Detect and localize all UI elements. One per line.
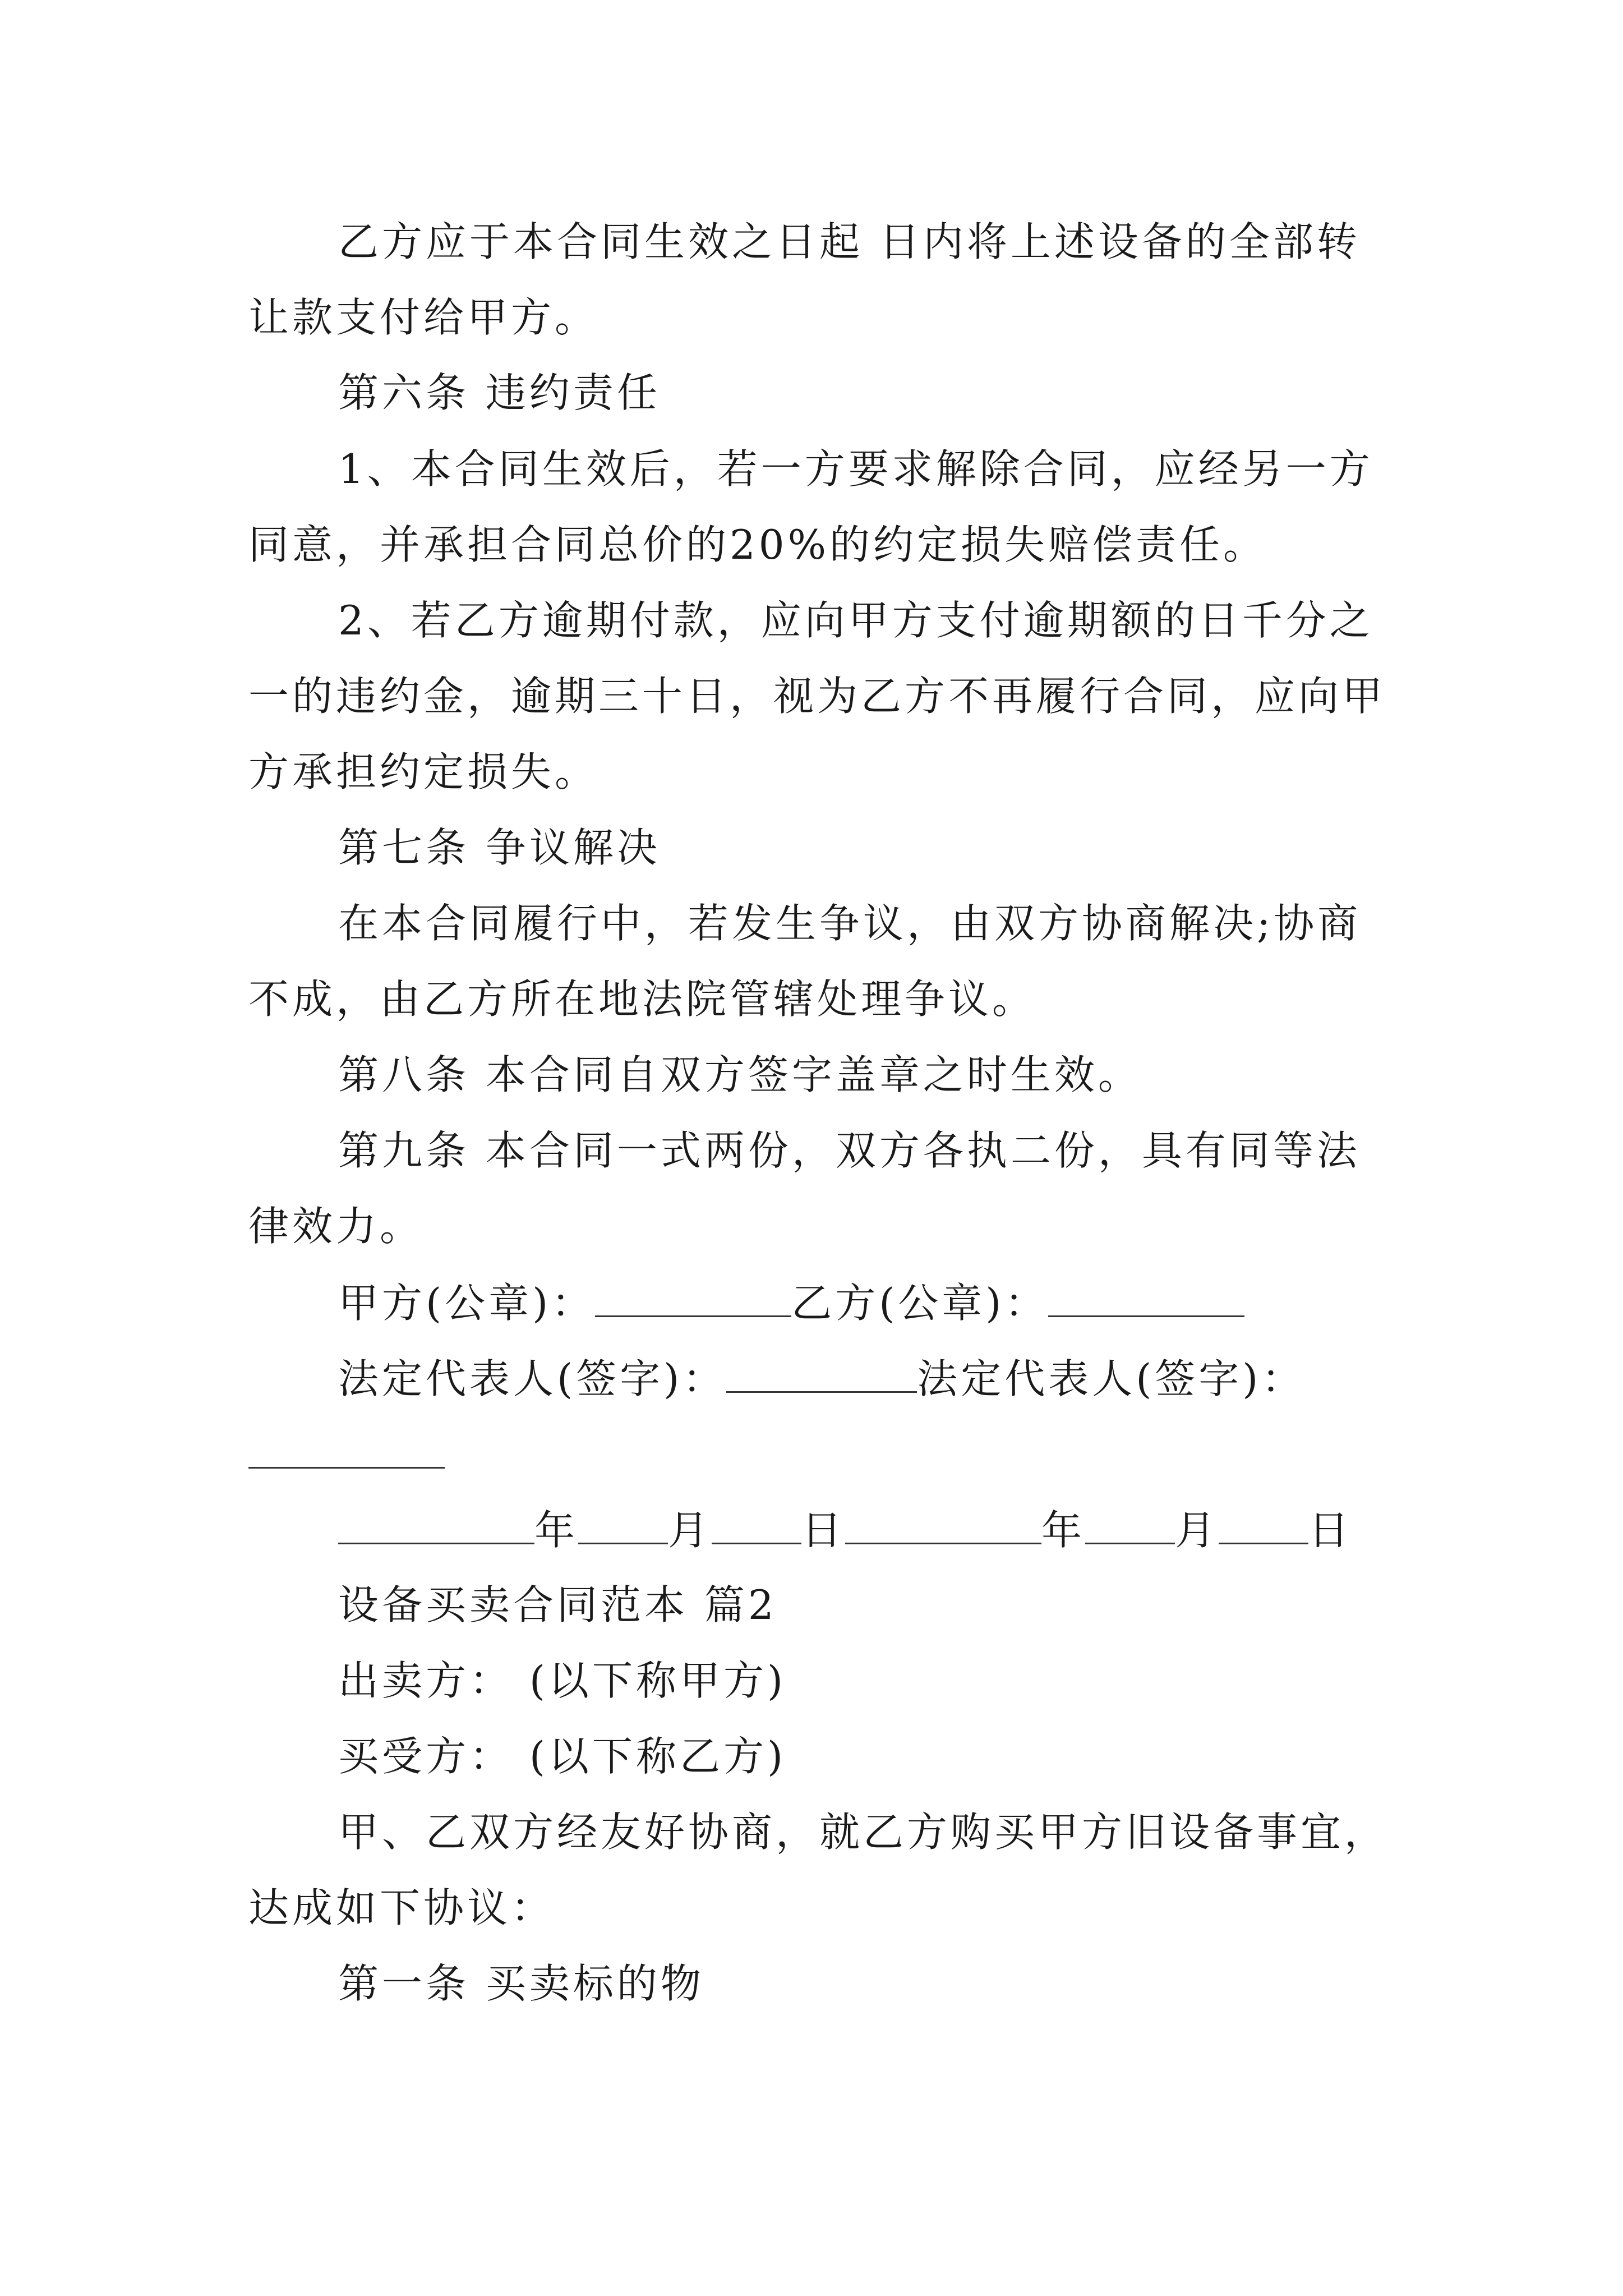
seller-line: 出卖方： (以下称甲方)	[338, 1657, 787, 1704]
payment-clause-line-1: 乙方应于本合同生效之日起 日内将上述设备的全部转	[338, 218, 1361, 265]
date-b-month-blank	[1085, 1509, 1175, 1544]
legal-rep-a-blank	[726, 1358, 917, 1393]
legal-rep-a-label: 法定代表人(签字)：	[338, 1355, 727, 1402]
date-b-year-label: 年	[1041, 1507, 1086, 1554]
date-a-year-blank	[338, 1509, 534, 1544]
contract-2-article-1-heading: 第一条 买卖标的物	[338, 1960, 704, 2007]
date-a-month-label: 月	[668, 1507, 712, 1554]
legal-rep-b-blank-line	[248, 1433, 445, 1475]
date-a-day-blank	[712, 1509, 801, 1544]
date-a-day-label: 日	[801, 1507, 846, 1554]
seal-line	[338, 1280, 1244, 1327]
date-a-month-blank	[578, 1509, 668, 1544]
article-8: 第八条 本合同自双方签字盖章之时生效。	[338, 1051, 1142, 1098]
date-b-year-blank	[845, 1509, 1041, 1544]
party-a-seal-blank	[595, 1282, 791, 1317]
dispute-clause-line-1: 在本合同履行中，若发生争议，由双方协商解决;协商	[338, 900, 1362, 947]
dispute-clause-line-2: 不成，由乙方所在地法院管辖处理争议。	[248, 976, 1036, 1023]
breach-item-1-line-2: 同意，并承担合同总价的20%的约定损失赔偿责任。	[248, 521, 1267, 568]
breach-item-2-line-1: 2、若乙方逾期付款，应向甲方支付逾期额的日千分之	[338, 597, 1373, 644]
date-b-month-label: 月	[1175, 1507, 1219, 1554]
contract-2-intro-line-2: 达成如下协议：	[248, 1884, 555, 1931]
article-9-line-2: 律效力。	[248, 1203, 424, 1250]
buyer-line: 买受方： (以下称乙方)	[338, 1733, 787, 1780]
article-9-line-1: 第九条 本合同一式两份，双方各执二份，具有同等法	[338, 1127, 1361, 1174]
breach-item-2-line-3: 方承担约定损失。	[248, 748, 599, 795]
legal-rep-b-blank	[248, 1433, 445, 1469]
article-7-heading: 第七条 争议解决	[338, 824, 661, 871]
date-b-day-blank	[1219, 1509, 1308, 1544]
payment-clause-line-2: 让款支付给甲方。	[248, 294, 599, 341]
breach-item-2-line-2: 一的违约金，逾期三十日，视为乙方不再履行合同，应向甲	[248, 673, 1386, 720]
date-b-day-label: 日	[1308, 1507, 1353, 1554]
contract-2-title: 设备买卖合同范本 篇2	[338, 1581, 777, 1628]
contract-2-intro-line-1: 甲、乙双方经友好协商，就乙方购买甲方旧设备事宜，	[338, 1809, 1389, 1856]
legal-rep-line	[338, 1355, 1306, 1402]
date-a-year-label: 年	[534, 1507, 579, 1554]
party-b-seal-blank	[1048, 1282, 1244, 1317]
breach-item-1-line-1: 1、本合同生效后，若一方要求解除合同，应经另一方	[338, 445, 1373, 493]
party-a-seal-label: 甲方(公章)：	[338, 1280, 596, 1327]
date-line	[338, 1507, 1353, 1554]
party-b-seal-label: 乙方(公章)：	[791, 1280, 1049, 1327]
article-6-heading: 第六条 违约责任	[338, 369, 661, 416]
legal-rep-b-label: 法定代表人(签字)：	[917, 1355, 1306, 1402]
